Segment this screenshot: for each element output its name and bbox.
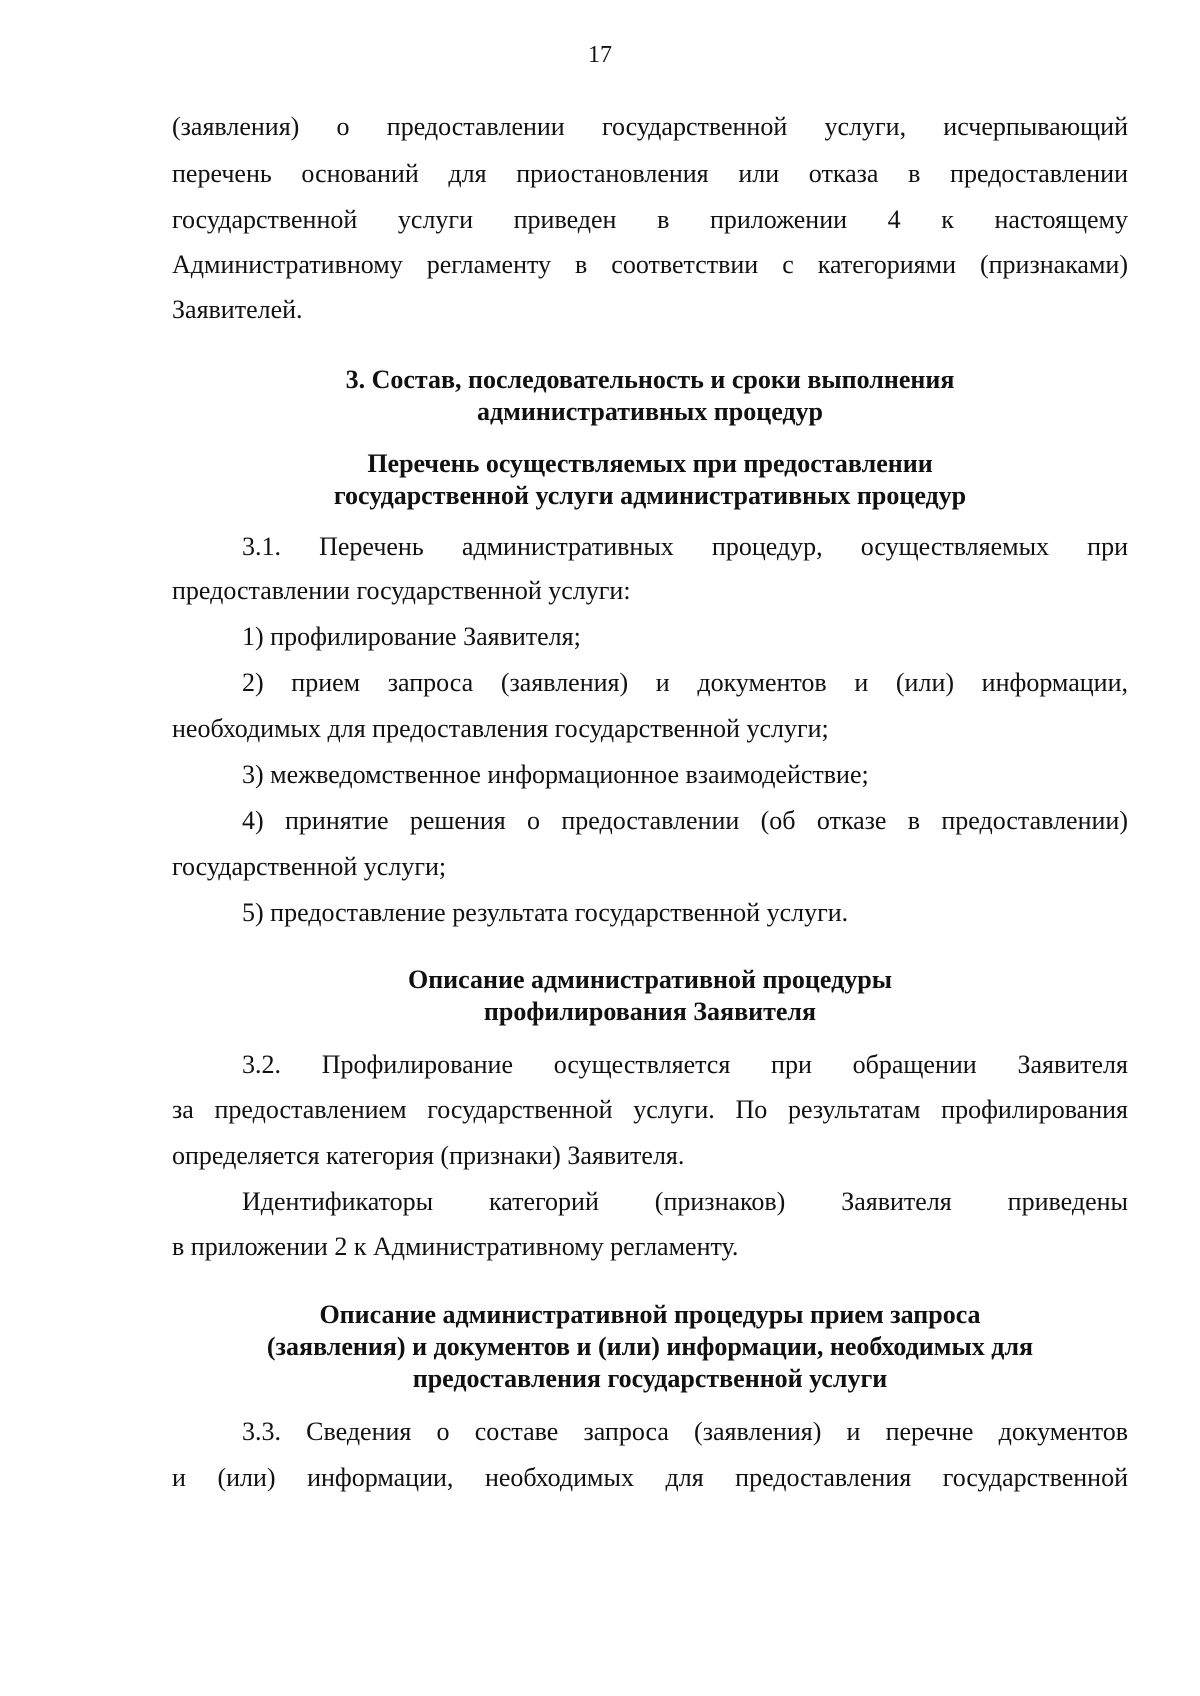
page-number: 17 (588, 42, 612, 68)
list-item-2-line-1: 2) прием запроса (заявления) и документов и (или) информации, (242, 668, 1128, 697)
reception-heading-line-1: Описание административной процедуры прием запроса (319, 1300, 981, 1329)
reception-heading-line-2: (заявления) и документов и (или) информации, необходимых для (266, 1332, 1034, 1361)
p33-line-2: и (или) информации, необходимых для предоставления государственной (172, 1463, 1128, 1492)
p32-line-2: за предоставлением государственной услуги. По результатам профилирования (172, 1095, 1128, 1124)
profiling-heading-line-1: Описание административной процедуры (407, 965, 893, 994)
list-item-1: 1) профилирование Заявителя; (242, 622, 581, 651)
section3-heading-line-2: административных процедур (476, 397, 824, 426)
p32-line-1: 3.2. Профилирование осуществляется при обращении Заявителя (242, 1050, 1128, 1079)
section3-heading-line-1: 3. Состав, последовательность и сроки выполнения (345, 365, 955, 394)
list-item-2-line-2: необходимых для предоставления государственной услуги; (172, 714, 829, 743)
intro-line-4: Административному регламенту в соответствии с категориями (признаками) (172, 250, 1128, 279)
intro-line-1: (заявления) о предоставлении государственной услуги, исчерпывающий (172, 112, 1128, 141)
list-item-5: 5) предоставление результата государственной услуги. (242, 898, 849, 927)
identifiers-line-1: Идентификаторы категорий (признаков) Заявителя приведены (242, 1187, 1128, 1216)
p31-line-1: 3.1. Перечень административных процедур, осуществляемых при (242, 532, 1128, 561)
list-heading-line-1: Перечень осуществляемых при предоставлении (367, 449, 933, 478)
p32-line-3: определяется категория (признаки) Заявителя. (172, 1141, 685, 1170)
reception-heading-line-3: предоставления государственной услуги (412, 1364, 888, 1393)
intro-line-5: Заявителей. (172, 295, 303, 324)
identifiers-line-2: в приложении 2 к Административному регламенту. (172, 1232, 739, 1261)
list-item-4-line-2: государственной услуги; (172, 852, 447, 881)
intro-line-3: государственной услуги приведен в приложении 4 к настоящему (172, 205, 1128, 234)
profiling-heading-line-2: профилирования Заявителя (483, 997, 817, 1026)
list-item-4-line-1: 4) принятие решения о предоставлении (об отказе в предоставлении) (242, 806, 1128, 835)
intro-line-2: перечень оснований для приостановления или отказа в предоставлении (172, 159, 1128, 188)
list-heading-line-2: государственной услуги административных процедур (333, 481, 967, 510)
list-item-3: 3) межведомственное информационное взаимодействие; (242, 760, 869, 789)
p33-line-1: 3.3. Сведения о составе запроса (заявления) и перечне документов (242, 1417, 1128, 1446)
p31-line-2: предоставлении государственной услуги: (172, 576, 631, 605)
